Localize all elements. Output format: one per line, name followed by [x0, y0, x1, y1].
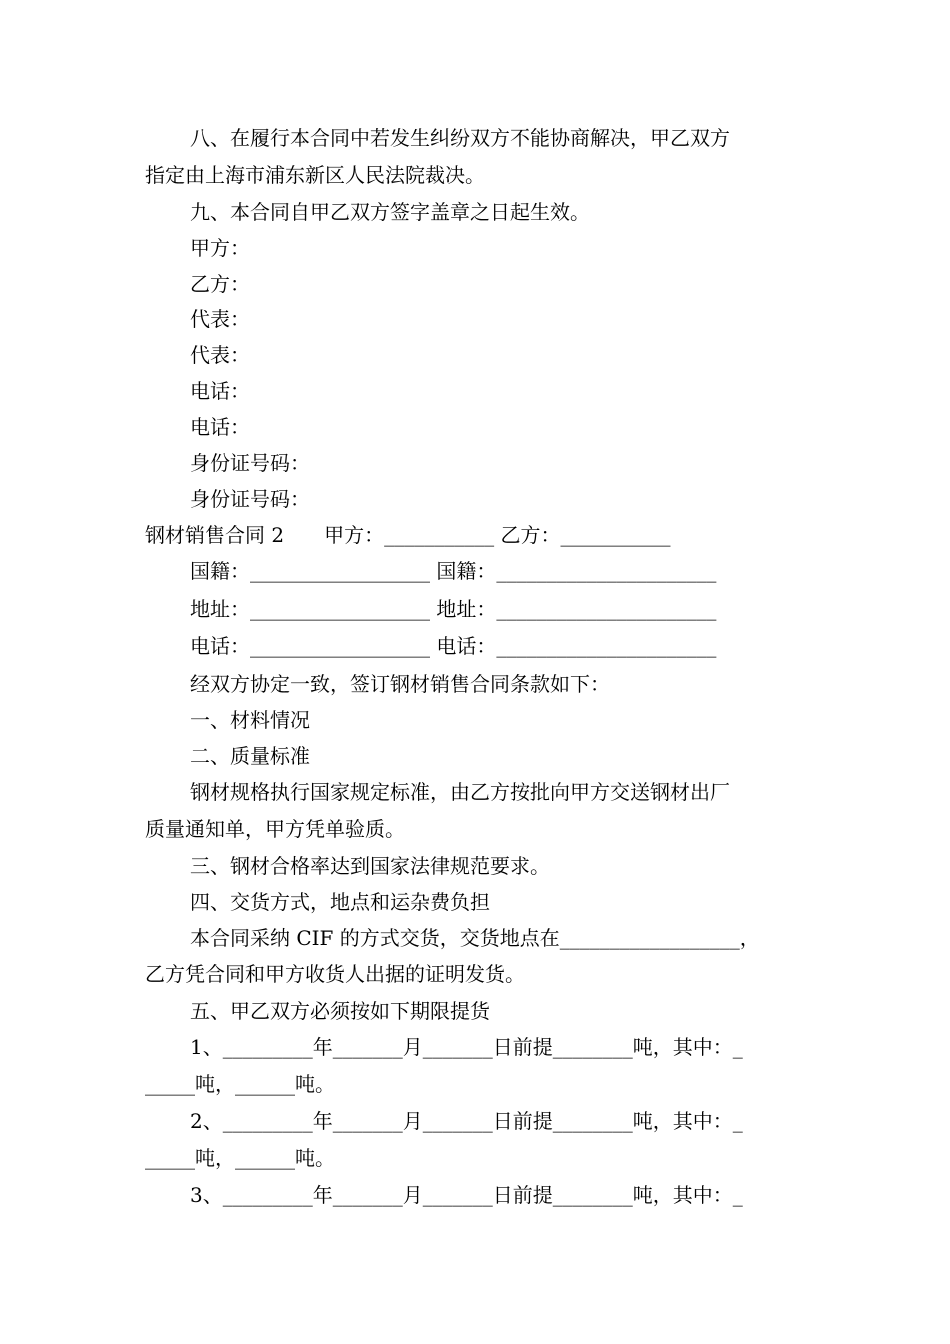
- pickup-item-2-line-1: 2、_________年_______月_______日前提________吨，其中：_: [190, 1109, 743, 1133]
- representative-label-1: 代表：: [190, 307, 250, 331]
- quality-text-line-2: 质量通知单，甲方凭单验质。: [145, 817, 405, 841]
- phone-label-1: 电话：: [190, 379, 250, 403]
- party-b-label: 乙方：: [190, 272, 250, 296]
- id-number-label-1: 身份证号码：: [190, 451, 310, 475]
- pickup-item-3-line-1: 3、_________年_______月_______日前提________吨，其中：_: [190, 1183, 743, 1207]
- section-5-heading: 五、甲乙双方必须按如下期限提货: [190, 999, 490, 1023]
- delivery-text-line-1: 本合同采纳 CIF 的方式交货，交货地点在__________________，: [190, 926, 760, 950]
- party-a-label: 甲方：: [190, 236, 250, 260]
- pickup-item-1-line-1: 1、_________年_______月_______日前提________吨，其中：_: [190, 1035, 743, 1059]
- pickup-item-2-line-2: _____吨，______吨。: [145, 1146, 335, 1170]
- nationality-line: 国籍：__________________ 国籍：______________________: [190, 559, 717, 583]
- clause-8-line-2: 指定由上海市浦东新区人民法院裁决。: [145, 163, 485, 187]
- address-line: 地址：__________________ 地址：______________________: [190, 597, 717, 621]
- section-2-heading: 二、质量标准: [190, 744, 310, 768]
- clause-9: 九、本合同自甲乙双方签字盖章之日起生效。: [190, 200, 590, 224]
- contract-2-header: 钢材销售合同 2 甲方：___________ 乙方：___________: [145, 523, 671, 547]
- phone-line: 电话：__________________ 电话：______________________: [190, 634, 717, 658]
- representative-label-2: 代表：: [190, 343, 250, 367]
- section-4-heading: 四、交货方式，地点和运杂费负担: [190, 890, 490, 914]
- phone-label-2: 电话：: [190, 415, 250, 439]
- quality-text-line-1: 钢材规格执行国家规定标准，由乙方按批向甲方交送钢材出厂: [190, 780, 730, 804]
- id-number-label-2: 身份证号码：: [190, 487, 310, 511]
- delivery-text-line-2: 乙方凭合同和甲方收货人出据的证明发货。: [145, 962, 525, 986]
- agreement-intro: 经双方协定一致，签订钢材销售合同条款如下：: [190, 672, 610, 696]
- section-3-heading: 三、钢材合格率达到国家法律规范要求。: [190, 854, 550, 878]
- pickup-item-1-line-2: _____吨，______吨。: [145, 1072, 335, 1096]
- section-1-heading: 一、材料情况: [190, 708, 310, 732]
- clause-8-line-1: 八、在履行本合同中若发生纠纷双方不能协商解决，甲乙双方: [190, 126, 730, 150]
